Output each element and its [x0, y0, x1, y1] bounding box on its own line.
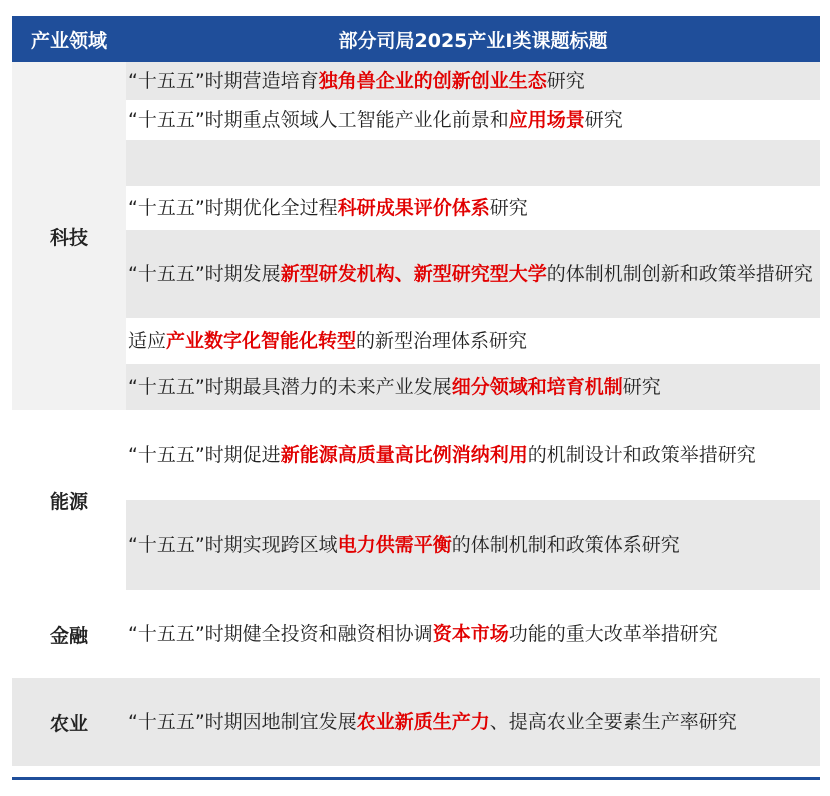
section-finance [12, 590, 820, 678]
header-category: 产业领域 [30, 29, 107, 52]
category-finance: 金融 [49, 624, 88, 647]
row-text: “十五五”时期最具潜力的未来产业发展 [128, 376, 452, 398]
row-text: “十五五”时期重点领域人工智能产业化前景和 [128, 109, 509, 131]
table-row [126, 318, 820, 364]
row-text: 研究 [584, 109, 623, 131]
table-row [126, 500, 820, 590]
row-text: “十五五”时期促进 [128, 444, 281, 466]
row-highlight: 新能源高质量高比例消纳利用 [280, 444, 528, 466]
row-highlight: 资本市场 [432, 623, 509, 645]
row-highlight: 细分领域和培育机制 [451, 376, 623, 398]
category-agriculture: 农业 [49, 712, 88, 735]
row-text: “十五五”时期优化全过程 [128, 197, 338, 219]
row-highlight: 独角兽企业的创新创业生态 [318, 70, 547, 92]
table-row [126, 186, 820, 230]
table-row [126, 230, 820, 318]
row-highlight: 电力供需平衡 [337, 534, 452, 556]
table-row [126, 410, 820, 500]
row-text: “十五五”时期发展 [128, 263, 281, 285]
section-energy [12, 410, 820, 590]
table-row [126, 100, 820, 140]
topic-table [12, 16, 820, 766]
table-header [12, 16, 820, 62]
section-agriculture [12, 678, 820, 766]
row-text: 功能的重大改革举措研究 [508, 623, 718, 645]
table-row [126, 678, 820, 766]
row-text: “十五五”时期营造培育 [128, 70, 319, 92]
row-text: “十五五”时期实现跨区域 [128, 534, 338, 556]
row-highlight: 应用场景 [508, 109, 585, 131]
table-bottom-border [12, 777, 820, 780]
row-highlight: 新型研发机构、新型研究型大学 [280, 263, 547, 285]
row-text: “十五五”时期健全投资和融资相协调 [128, 623, 433, 645]
table-row [126, 62, 820, 100]
category-tech: 科技 [49, 226, 88, 249]
row-text: 适应 [128, 330, 167, 352]
header-title: 部分司局2025产业I类课题标题 [338, 29, 608, 52]
row-text: 、提高农业全要素生产率研究 [489, 711, 737, 733]
row-text: 研究 [622, 376, 661, 398]
table-row [126, 590, 820, 678]
row-highlight: 农业新质生产力 [356, 711, 490, 733]
row-text: 的体制机制和政策体系研究 [451, 534, 680, 556]
row-text: 研究 [546, 70, 585, 92]
table-row [126, 364, 820, 410]
section-tech [12, 62, 820, 410]
category-energy: 能源 [49, 490, 88, 513]
row-highlight: 产业数字化智能化转型 [166, 330, 357, 352]
row-text: 研究 [489, 197, 528, 219]
row-text: 的新型治理体系研究 [356, 330, 528, 352]
row-highlight: 科研成果评价体系 [337, 197, 490, 219]
table-row-empty [126, 140, 820, 186]
row-text: 的体制机制创新和政策举措研究 [546, 263, 813, 285]
row-text: “十五五”时期因地制宜发展 [128, 711, 357, 733]
row-text: 的机制设计和政策举措研究 [527, 444, 756, 466]
